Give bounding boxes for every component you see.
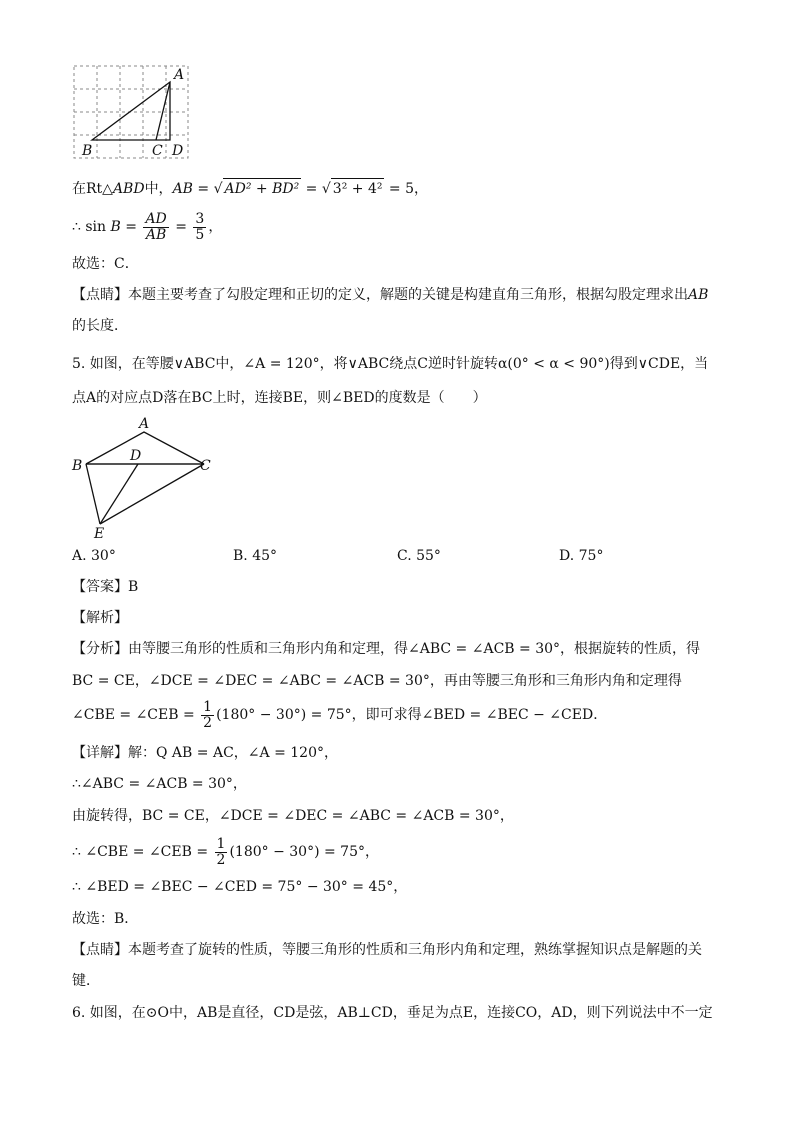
label-B: B: [72, 458, 83, 474]
label-D: D: [130, 448, 142, 464]
grid-triangle-figure: [70, 62, 194, 162]
detail-line-3: 由旋转得，BC = CE，∠DCE = ∠DEC = ∠ABC = ∠ACB = 30°，: [72, 808, 514, 824]
label-A: A: [139, 416, 150, 432]
analysis-line-2: BC = CE，∠DCE = ∠DEC = ∠ABC = ∠ACB = 30°，再由等腰三角形和三角形内角和定理得: [72, 673, 682, 689]
comment-line-1: 【点睛】本题主要考查了勾股定理和正切的定义，解题的关键是构建直角三角形，根据勾股定理求出AB: [72, 287, 709, 303]
comment2-line-1: 【点睛】本题考查了旋转的性质，等腰三角形的性质和三角形内角和定理，熟练掌握知识点是解题的关: [72, 942, 702, 958]
detail-line-6: 故选：B．: [72, 911, 139, 927]
option-d: D. 75°: [559, 548, 604, 564]
answer-line: 【答案】B: [72, 579, 139, 595]
label-C: C: [200, 458, 211, 474]
analysis-tag: 【解析】: [72, 610, 128, 626]
comment-line-2: 的长度．: [72, 318, 128, 334]
analysis-line-3: ∠CBE = ∠CEB = $\frac{1}{2}$ (180° − 30°) = 75°，即可求得∠BED = ∠BEC − ∠CED．: [72, 698, 608, 731]
choice-line-1: 故选：C．: [72, 256, 139, 272]
detail-line-5: ∴ ∠BED = ∠BEC − ∠CED = 75° − 30° = 45°，: [72, 879, 408, 895]
detail-line-1: 【详解】解：Q AB = AC，∠A = 120°，: [72, 745, 338, 761]
option-c: C. 55°: [397, 548, 441, 564]
detail-line-4: ∴ ∠CBE = ∠CEB = $\frac{1}{2}$ (180° − 30°) = 75°，: [72, 835, 379, 868]
question-6-line-1: 6. 如图，在⊙O中，AB是直径，CD是弦，AB⊥CD，垂足为点E，连接CO，AD，则下列说法中不一定: [72, 1005, 713, 1021]
label-D: D: [172, 143, 184, 159]
label-C: C: [152, 143, 163, 159]
pythagoras-line: 在Rt△ABD中，AB = √ AD² + BD² = √ 3² + 4² = 5，: [72, 178, 428, 199]
label-A: A: [174, 67, 185, 83]
option-a: A. 30°: [72, 548, 116, 564]
sine-line: ∴ sin B = $\frac{AD}{AB}$ = $\frac{3}{5}$ ，: [72, 210, 223, 243]
label-B: B: [82, 143, 93, 159]
comment2-line-2: 键．: [72, 973, 100, 989]
rotation-figure: [68, 412, 228, 542]
detail-line-2: ∴∠ABC = ∠ACB = 30°，: [72, 776, 247, 792]
option-b: B. 45°: [233, 548, 278, 564]
question-5-line-2: 点A的对应点D落在BC上时，连接BE，则∠BED的度数是（ ）: [72, 390, 487, 406]
question-5-line-1: 5. 如图，在等腰∨ABC中，∠A = 120°，将∨ABC绕点C逆时针旋转α(0° < α < 90°)得到∨CDE，当: [72, 356, 709, 372]
label-E: E: [94, 526, 105, 542]
analysis-line-1: 【分析】由等腰三角形的性质和三角形内角和定理，得∠ABC = ∠ACB = 30°，根据旋转的性质，得: [72, 641, 701, 657]
